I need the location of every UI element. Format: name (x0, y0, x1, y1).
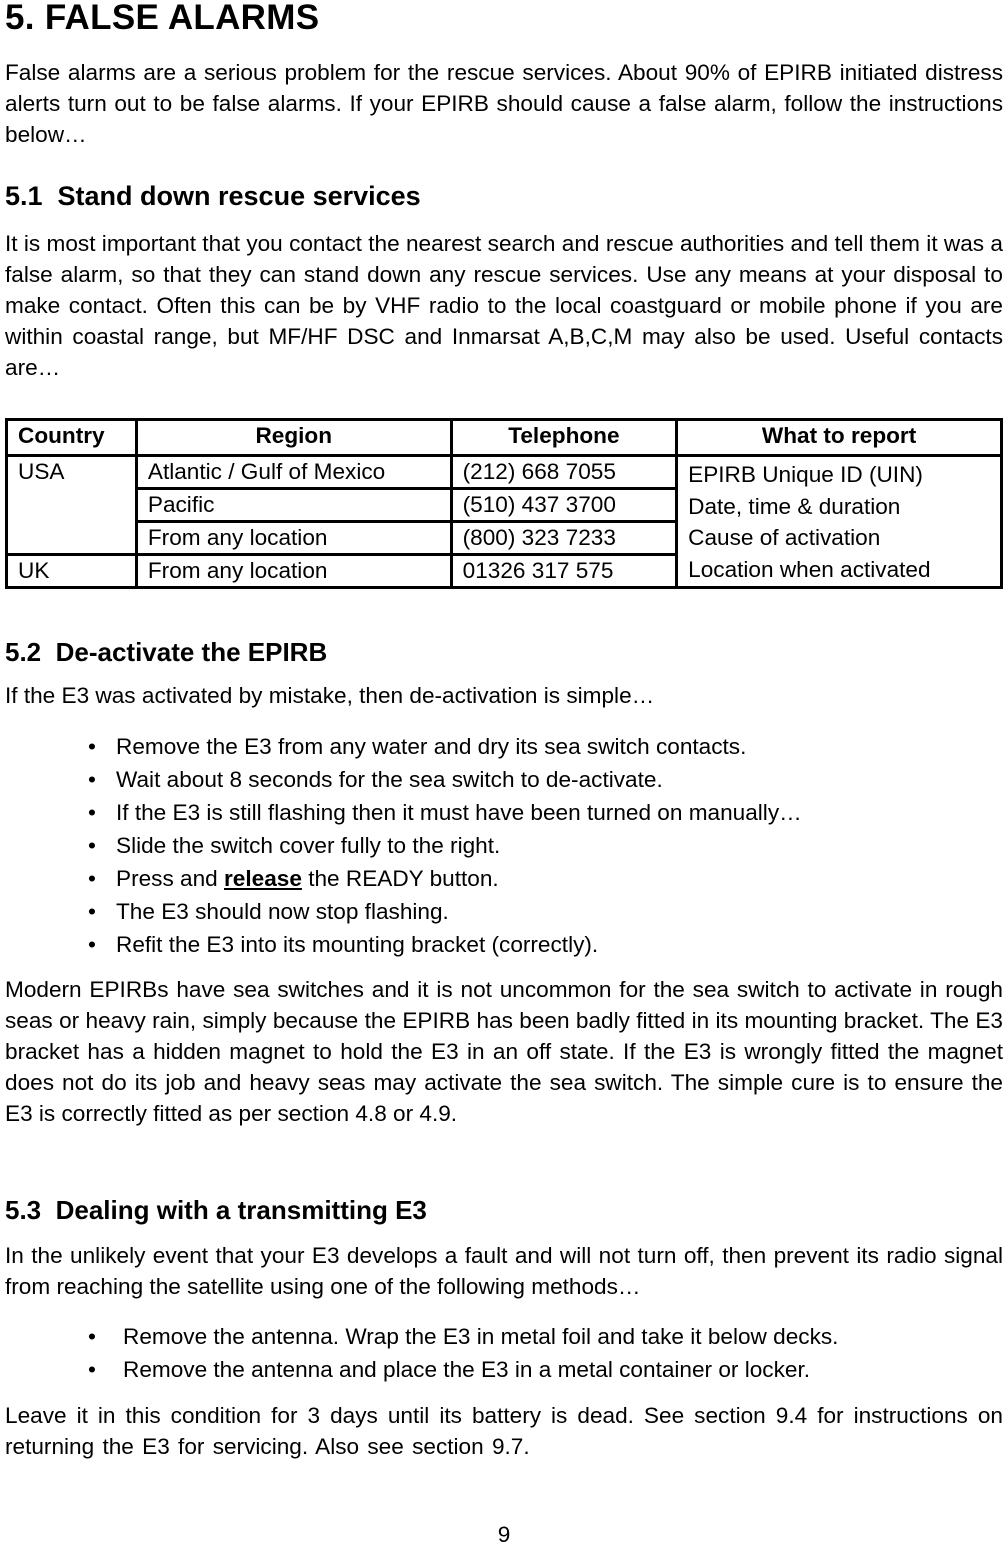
list-item (5, 1353, 1003, 1386)
section-5-2-lead: If the E3 was activated by mistake, then de-activation is simple… (5, 683, 655, 708)
section-5-3-body: Leave it in this condition for 3 days until its battery is dead. See section 9.4 for instructions on returning the E3 for servicing. Also see section 9.7. (5, 1403, 1003, 1459)
list-item-text: Remove the E3 from any water and dry its sea switch contacts. (116, 734, 747, 759)
report-cell (677, 456, 1002, 588)
table-header-cell: What to report (677, 420, 1002, 456)
bullet-icon: • (88, 1357, 96, 1382)
region-cell: From any location (136, 555, 451, 588)
table-header-row (7, 420, 1002, 456)
telephone-cell: (510) 437 3700 (451, 489, 676, 522)
table-row (7, 456, 1002, 489)
section-5-1-body: It is most important that you contact the nearest search and rescue authorities and tell them it was a false alarm, so that they can stand down any rescue services. Use any means at your disposal to make contact. Often this can be by VHF radio to the local coastguard or mobile phone if you are within coastal range, but MF/HF DSC and Inmarsat A,B,C,M may also be used. Useful contacts are… (5, 231, 1003, 380)
list-item (5, 763, 1003, 796)
country-cell: USA (7, 456, 137, 555)
list-item (5, 862, 1003, 895)
section-5-3-heading: 5.3 Dealing with a transmitting E3 (5, 1195, 427, 1225)
table-header-cell: Region (136, 420, 451, 456)
page-title: 5. FALSE ALARMS (5, 0, 320, 37)
list-item-text: Remove the antenna. Wrap the E3 in metal foil and take it below decks. (123, 1324, 839, 1349)
section-5-1-heading: 5.1 Stand down rescue services (5, 181, 421, 211)
emphasis-release: release (224, 866, 302, 891)
list-item-text-pre: Press and (116, 866, 225, 891)
bullet-icon: • (88, 932, 96, 957)
region-cell: Pacific (136, 489, 451, 522)
list-item-text: Remove the antenna and place the E3 in a metal container or locker. (123, 1357, 811, 1382)
list-item (5, 895, 1003, 928)
country-cell: UK (7, 555, 137, 588)
report-item: Cause of activation (688, 525, 881, 550)
table-header-cell: Telephone (451, 420, 676, 456)
bullet-icon: • (88, 767, 96, 792)
telephone-cell: 01326 317 575 (451, 555, 676, 588)
list-item (5, 1320, 1003, 1353)
bullet-icon: • (88, 734, 96, 759)
intro-paragraph: False alarms are a serious problem for the rescue services. About 90% of EPIRB initiated distress alerts turn out to be false alarms. If your EPIRB should cause a false alarm, follow the instructions below… (5, 60, 1003, 147)
list-item-text-post: the READY button. (301, 866, 499, 891)
contacts-table (5, 418, 1003, 589)
region-cell: From any location (136, 522, 451, 555)
section-5-2-body: Modern EPIRBs have sea switches and it is not uncommon for the sea switch to activate in rough seas or heavy rain, simply because the EPIRB has been badly fitted in its mounting bracket. The E3 bracket has a hidden magnet to hold the E3 in an off state. If the E3 is wrongly fitted the magnet does not do its job and heavy seas may activate the sea switch. The simple cure is to ensure the E3 is correctly fitted as per section 4.8 or 4.9. (5, 977, 1003, 1126)
list-item-text: Wait about 8 seconds for the sea switch to de-activate. (116, 767, 663, 792)
report-item: EPIRB Unique ID (UIN) (688, 462, 923, 487)
report-item: Location when activated (688, 556, 931, 582)
telephone-cell: (800) 323 7233 (451, 522, 676, 555)
list-item-text: Refit the E3 into its mounting bracket (correctly). (116, 932, 599, 957)
section-5-2-heading: 5.2 De-activate the EPIRB (5, 637, 328, 667)
bullet-icon: • (88, 866, 96, 891)
bullet-icon: • (88, 833, 96, 858)
deactivate-steps-list (5, 730, 1003, 961)
list-item-text: The E3 should now stop flashing. (116, 899, 449, 924)
report-item: Date, time & duration (688, 493, 901, 519)
telephone-cell: (212) 668 7055 (451, 456, 676, 489)
table-header-cell: Country (7, 420, 137, 456)
section-5-3-lead: In the unlikely event that your E3 develops a fault and will not turn off, then prevent its radio signal from reaching the satellite using one of the following methods… (5, 1243, 1003, 1299)
list-item (5, 730, 1003, 763)
bullet-icon: • (88, 899, 96, 924)
transmitting-steps-list (5, 1320, 1003, 1386)
list-item-text: If the E3 is still flashing then it must have been turned on manually… (116, 800, 802, 825)
region-cell: Atlantic / Gulf of Mexico (136, 456, 451, 489)
list-item (5, 796, 1003, 829)
bullet-icon: • (88, 1324, 96, 1349)
list-item (5, 829, 1003, 862)
list-item (5, 928, 1003, 961)
bullet-icon: • (88, 800, 96, 825)
list-item-text: Slide the switch cover fully to the right. (116, 833, 501, 858)
page-number: 9 (497, 1522, 511, 1547)
